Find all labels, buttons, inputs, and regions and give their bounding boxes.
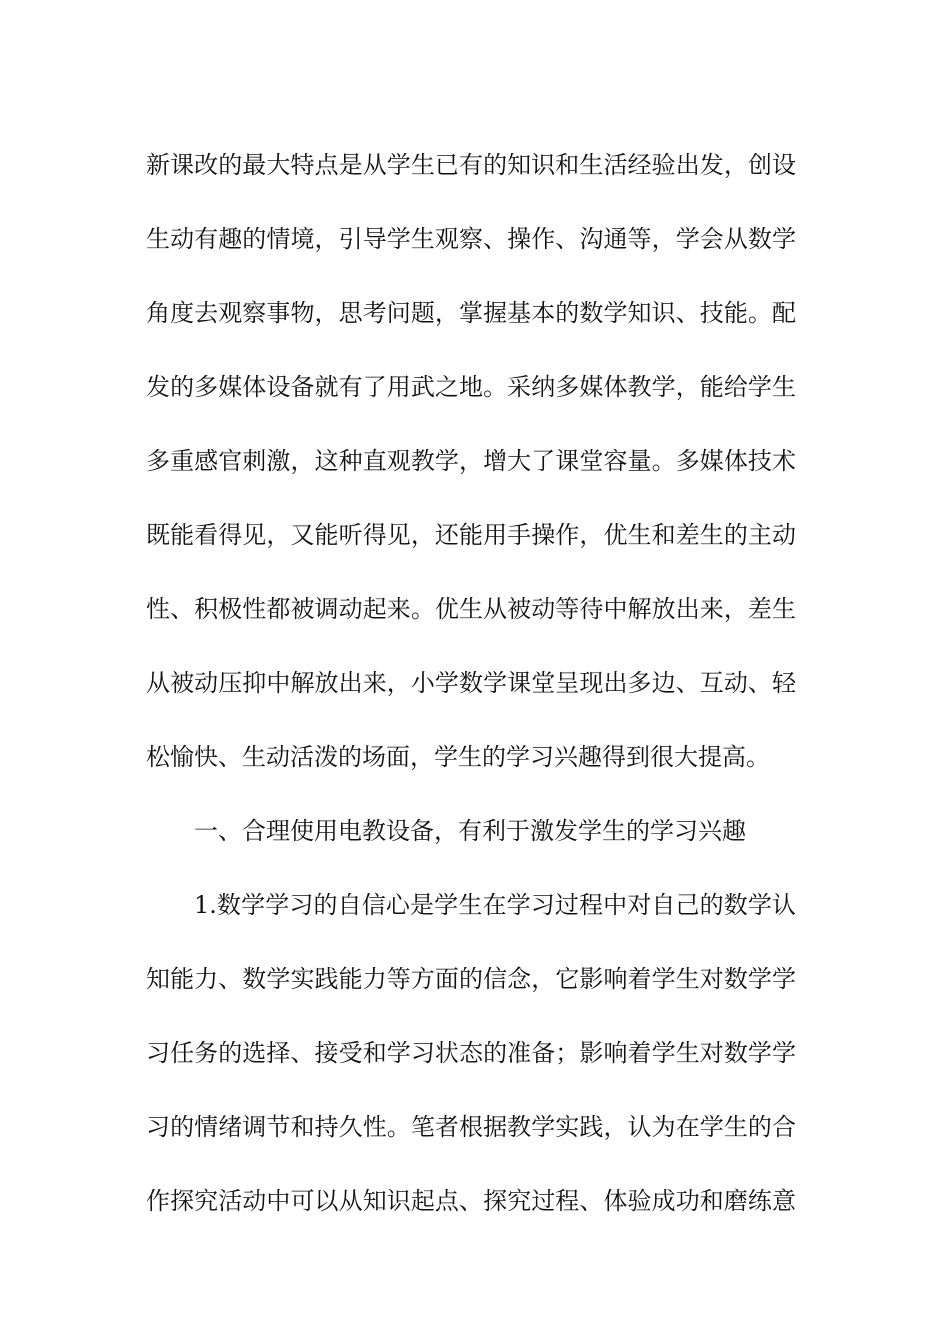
paragraph-line: 1.数学学习的自信心是学生在学习过程中对自己的数学认 bbox=[194, 891, 796, 919]
paragraph-line: 习任务的选择、接受和学习状态的准备；影响着学生对数学学 bbox=[146, 1039, 796, 1067]
paragraph-line: 作探究活动中可以从知识起点、探究过程、体验成功和磨练意 bbox=[146, 1187, 796, 1215]
paragraph-line: 既能看得见，又能听得见，还能用手操作，优生和差生的主动 bbox=[146, 521, 796, 549]
paragraph-line: 生动有趣的情境，引导学生观察、操作、沟通等，学会从数学 bbox=[146, 225, 796, 253]
paragraph-line: 松愉快、生动活泼的场面，学生的学习兴趣得到很大提高。 bbox=[146, 743, 770, 771]
paragraph-line: 角度去观察事物，思考问题，掌握基本的数学知识、技能。配 bbox=[146, 299, 796, 327]
paragraph-line: 新课改的最大特点是从学生已有的知识和生活经验出发，创设 bbox=[146, 151, 796, 179]
paragraph-line: 发的多媒体设备就有了用武之地。采纳多媒体教学，能给学生 bbox=[146, 373, 796, 401]
document-body bbox=[146, 128, 796, 1238]
paragraph-line: 习的情绪调节和持久性。笔者根据教学实践，认为在学生的合 bbox=[146, 1113, 796, 1141]
paragraph-line: 从被动压抑中解放出来，小学数学课堂呈现出多边、互动、轻 bbox=[146, 669, 796, 697]
section-heading: 一、合理使用电教设备，有利于激发学生的学习兴趣 bbox=[194, 817, 746, 845]
paragraph-line: 性、积极性都被调动起来。优生从被动等待中解放出来，差生 bbox=[146, 595, 796, 623]
paragraph-line: 知能力、数学实践能力等方面的信念，它影响着学生对数学学 bbox=[146, 965, 796, 993]
paragraph-line: 多重感官刺激，这种直观教学，增大了课堂容量。多媒体技术 bbox=[146, 447, 796, 475]
